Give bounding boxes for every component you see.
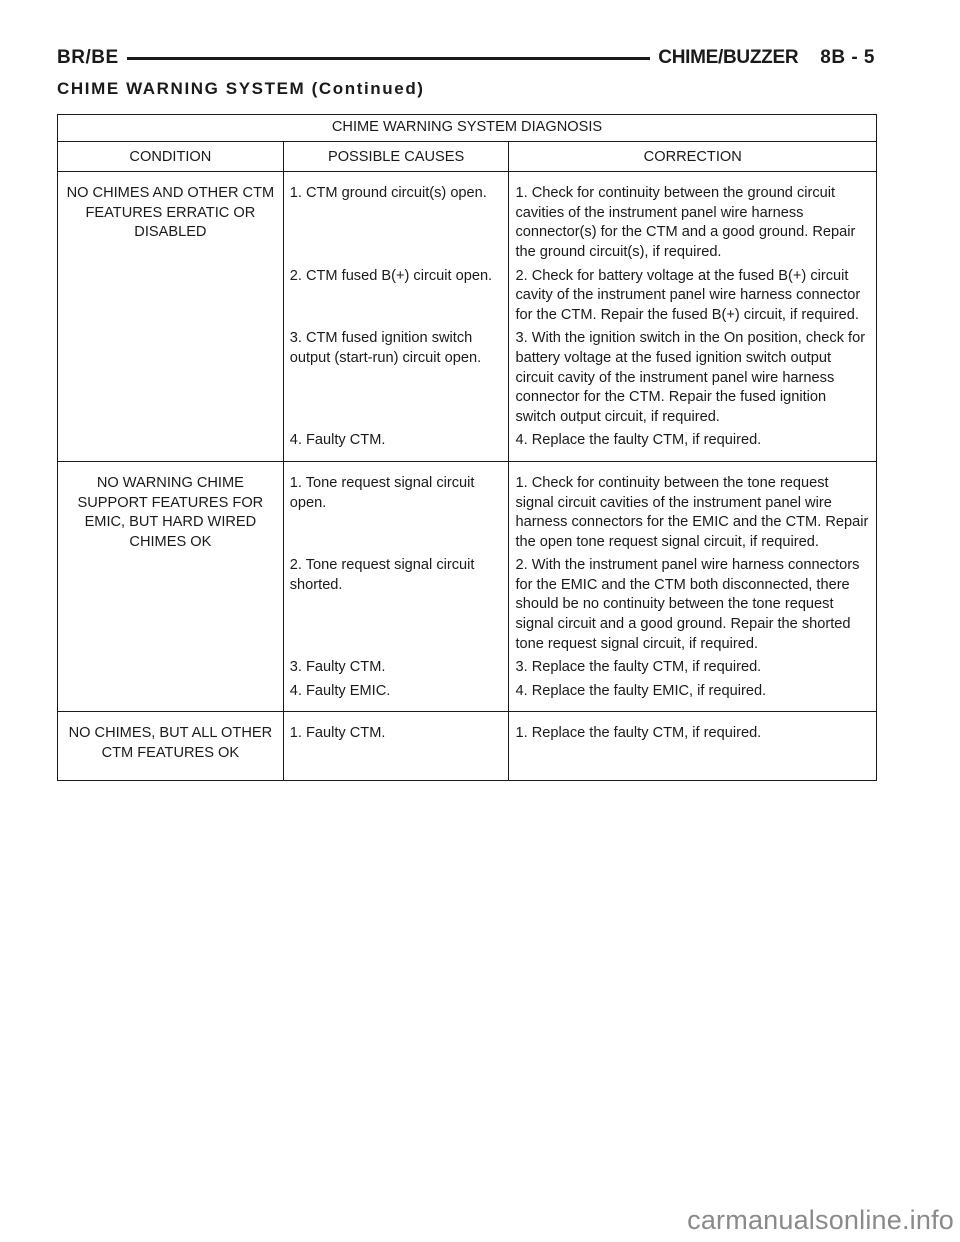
- page-number: 8B - 5: [820, 47, 875, 68]
- vehicle-code: BR/BE: [57, 48, 127, 68]
- cause-cell: 4. Faulty CTM.: [283, 427, 509, 461]
- condition-cell: [58, 263, 284, 326]
- table-header-row: [58, 141, 877, 172]
- page-header: [57, 44, 875, 72]
- table-row: [58, 461, 877, 552]
- cause-cell: 4. Faulty EMIC.: [283, 678, 509, 712]
- table-row: [58, 654, 877, 678]
- correction-cell: 4. Replace the faulty EMIC, if required.: [509, 678, 877, 712]
- cause-cell: 1. Tone request signal circuit open.: [283, 461, 509, 552]
- table-row: [58, 325, 877, 427]
- correction-cell: 1. Check for continuity between the tone request signal circuit cavities of the instrument panel wire harness connectors for the EMIC and the CTM. Repair the open tone request signal circuit, if required.: [509, 461, 877, 552]
- table-title: CHIME WARNING SYSTEM DIAGNOSIS: [58, 115, 877, 142]
- condition-cell: [58, 654, 284, 678]
- condition-cell: NO CHIMES AND OTHER CTM FEATURES ERRATIC OR DISABLED: [58, 172, 284, 263]
- correction-cell: 1. Replace the faulty CTM, if required.: [509, 712, 877, 780]
- correction-cell: 3. Replace the faulty CTM, if required.: [509, 654, 877, 678]
- header-right: [650, 48, 875, 68]
- section-heading: CHIME WARNING SYSTEM (Continued): [57, 79, 425, 98]
- correction-cell: 4. Replace the faulty CTM, if required.: [509, 427, 877, 461]
- cause-cell: 1. Faulty CTM.: [283, 712, 509, 780]
- table-row: [58, 712, 877, 780]
- condition-cell: [58, 427, 284, 461]
- table-row: [58, 263, 877, 326]
- cause-cell: 3. CTM fused ignition switch output (start-run) circuit open.: [283, 325, 509, 427]
- header-rule: [117, 57, 675, 60]
- correction-cell: 2. Check for battery voltage at the fused B(+) circuit cavity of the instrument panel wire harness connector for the CTM. Repair the fused B(+) circuit, if required.: [509, 263, 877, 326]
- condition-cell: [58, 325, 284, 427]
- table-row: [58, 172, 877, 263]
- correction-cell: 1. Check for continuity between the ground circuit cavities of the instrument panel wire harness connector(s) for the CTM and a good ground. Repair the ground circuit(s), if required.: [509, 172, 877, 263]
- table-row: [58, 427, 877, 461]
- condition-cell: [58, 552, 284, 654]
- section-name: CHIME/BUZZER: [658, 47, 799, 68]
- cause-cell: 1. CTM ground circuit(s) open.: [283, 172, 509, 263]
- column-header-condition: CONDITION: [58, 141, 284, 172]
- cause-cell: 3. Faulty CTM.: [283, 654, 509, 678]
- table-row: [58, 678, 877, 712]
- cause-cell: 2. Tone request signal circuit shorted.: [283, 552, 509, 654]
- column-header-causes: POSSIBLE CAUSES: [283, 141, 509, 172]
- condition-cell: NO WARNING CHIME SUPPORT FEATURES FOR EMIC, BUT HARD WIRED CHIMES OK: [58, 461, 284, 552]
- cause-cell: 2. CTM fused B(+) circuit open.: [283, 263, 509, 326]
- table-row: [58, 552, 877, 654]
- condition-cell: [58, 678, 284, 712]
- watermark: carmanualsonline.info: [687, 1205, 954, 1235]
- table-title-row: [58, 115, 877, 142]
- correction-cell: 3. With the ignition switch in the On position, check for battery voltage at the fused ignition switch output circuit cavity of the instrument panel wire harness connector for the CTM. Repair the fused ignition switch output circuit, if required.: [509, 325, 877, 427]
- column-header-correction: CORRECTION: [509, 141, 877, 172]
- condition-cell: NO CHIMES, BUT ALL OTHER CTM FEATURES OK: [58, 712, 284, 780]
- diagnosis-table: [57, 114, 877, 781]
- correction-cell: 2. With the instrument panel wire harness connectors for the EMIC and the CTM both disconnected, there should be no continuity between the tone request signal circuit and a good ground. Repair the shorted tone request signal circuit, if required.: [509, 552, 877, 654]
